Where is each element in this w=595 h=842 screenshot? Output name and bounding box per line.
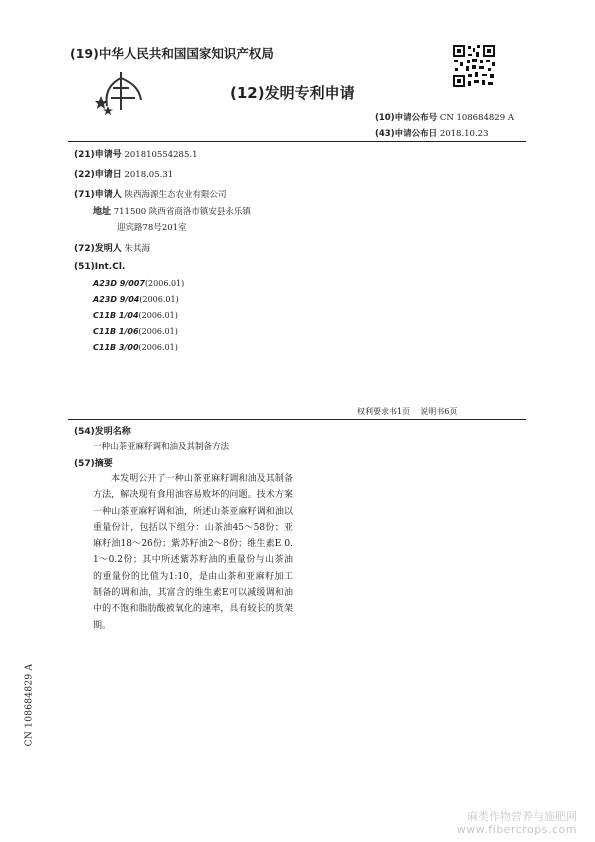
abstract-label: (57)摘要 xyxy=(74,459,113,469)
address-line-1: 711500 陕西省商洛市镇安县永乐镇 xyxy=(113,207,251,217)
abstract-text: 本发明公开了一种山茶亚麻籽调和油及其制备方法，解决现有食用油容易败坏的问题。技术方案一种山茶亚麻籽调和油，所述山茶亚麻籽调和油以重量份计，包括以下组分：山茶油45～58份；亚麻籽油18～26份；紫苏籽油2～8份；维生素E 0.1～0.2份；其中所述紫苏籽油的重量份与山茶油的重量份的比值为1:10，是由山茶和亚麻籽加工制备的调和油，其富含的维生素E可以减缓调和油中的不饱和脂肪酸被氧化的速率，具有较长的货架期。 xyxy=(93,474,293,631)
address-line-2: 迎宾路78号201室 xyxy=(117,223,187,233)
watermark-url: www.fibercrops.com xyxy=(456,823,577,836)
publication-number-label: (10)申请公布号 xyxy=(375,113,438,123)
inventor xyxy=(74,241,150,254)
header-divider xyxy=(68,141,526,142)
watermark-cn: 麻类作物营养与施肥网 xyxy=(467,810,577,823)
applicant xyxy=(74,187,226,200)
application-date-label: (22)申请日 xyxy=(74,170,122,180)
cnipa-logo xyxy=(95,70,145,118)
document-type: (12)发明专利申请 xyxy=(230,84,355,102)
section-divider xyxy=(68,419,526,420)
applicant-label: (71)申请人 xyxy=(74,190,122,200)
ipc-version: (2006.01) xyxy=(144,279,185,288)
ipc-version: (2006.01) xyxy=(138,343,178,352)
ipc-code: A23D 9/04 xyxy=(93,295,140,304)
application-number xyxy=(74,147,197,160)
ipc-code: C11B 1/06 xyxy=(93,327,139,336)
ipc-entry xyxy=(93,311,178,320)
qr-code xyxy=(452,44,496,88)
ipc-entry xyxy=(93,295,179,304)
ipc-version: (2006.01) xyxy=(139,295,179,304)
ipc-label: (51)Int.Cl. xyxy=(74,262,126,272)
ipc-version: (2006.01) xyxy=(138,327,178,336)
application-date-value: 2018.05.31 xyxy=(124,170,174,180)
publication-date-label: (43)申请公布日 xyxy=(375,129,438,139)
title-label: (54)发明名称 xyxy=(74,427,131,437)
address xyxy=(93,204,251,217)
address-label: 地址 xyxy=(93,207,112,217)
ipc-entry xyxy=(93,343,178,352)
pages-note: 权利要求书1页 说明书6页 xyxy=(357,407,458,416)
office-name: (19)中华人民共和国国家知识产权局 xyxy=(70,46,274,61)
ipc-code: A23D 9/007 xyxy=(93,279,145,288)
side-publication-number: CN 108684829 A xyxy=(24,663,35,747)
publication-date-value: 2018.10.23 xyxy=(439,129,489,139)
ipc-entry xyxy=(93,327,178,336)
ipc-version: (2006.01) xyxy=(138,311,178,320)
publication-number-value: CN 108684829 A xyxy=(439,113,514,123)
application-number-label: (21)申请号 xyxy=(74,150,122,160)
ipc-code: C11B 3/00 xyxy=(93,343,139,352)
ipc-entry xyxy=(93,279,184,288)
application-date xyxy=(74,167,173,180)
publication-date xyxy=(375,127,488,139)
invention-title: 一种山茶亚麻籽调和油及其制备方法 xyxy=(93,442,230,452)
application-number-value: 201810554285.1 xyxy=(124,150,198,160)
inventor-label: (72)发明人 xyxy=(74,244,122,254)
ipc-code: C11B 1/04 xyxy=(93,311,139,320)
applicant-value: 陕西海源生态农业有限公司 xyxy=(124,190,227,200)
publication-number xyxy=(375,111,514,123)
inventor-value: 朱其海 xyxy=(124,244,150,254)
